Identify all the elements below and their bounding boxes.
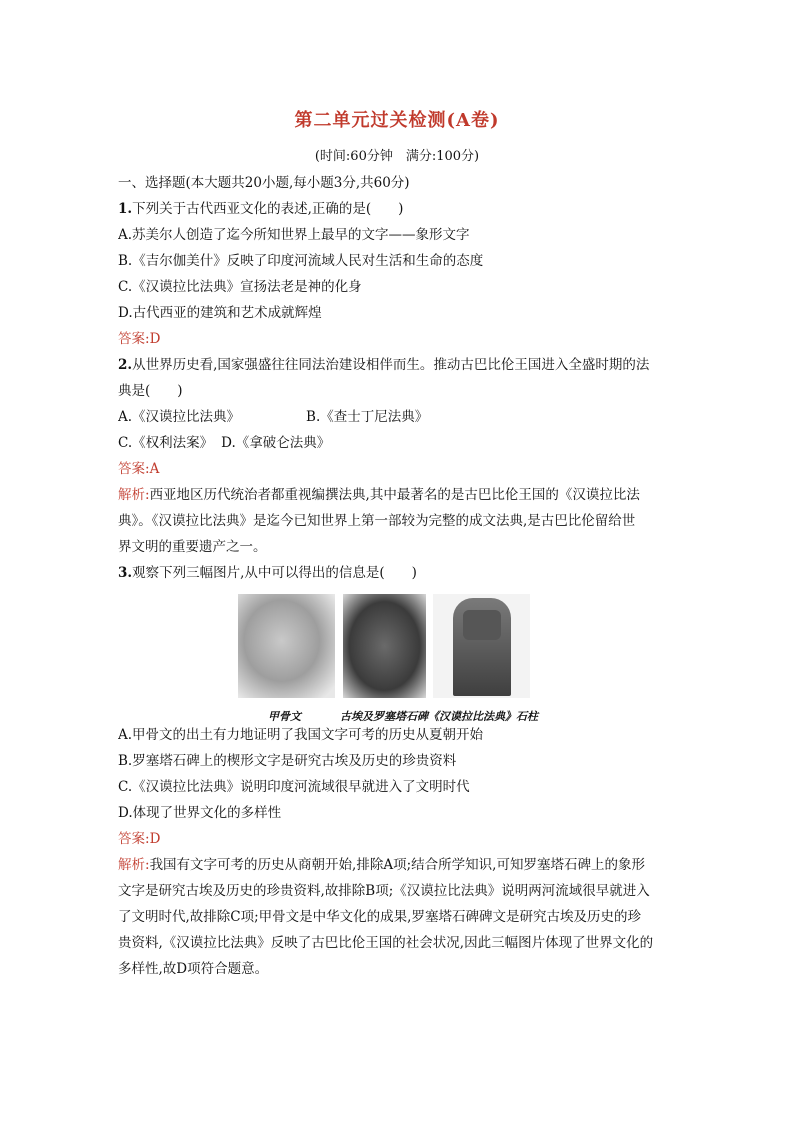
answer-value: D <box>149 331 161 347</box>
question-3-stem <box>118 560 678 586</box>
option-a: A.《汉谟拉比法典》 <box>118 409 241 425</box>
options-row-2 <box>118 430 678 456</box>
exam-content <box>118 170 678 982</box>
question-text: 观察下列三幅图片,从中可以得出的信息是( ) <box>132 565 417 581</box>
option-b: B.《查士丁尼法典》 <box>306 409 429 425</box>
question-1-stem <box>118 196 678 222</box>
rosetta-stone-image <box>343 594 426 698</box>
question-text: 下列关于古代西亚文化的表述,正确的是( ) <box>132 201 404 217</box>
answer-value: D <box>149 831 161 847</box>
option-a: A.苏美尔人创造了迄今所知世界上最早的文字——象形文字 <box>118 227 470 243</box>
analysis-line <box>118 852 678 878</box>
caption-rosetta-hammurabi: 古埃及罗塞塔石碑《汉谟拉比法典》石柱 <box>340 710 538 723</box>
caption-oracle-bone: 甲骨文 <box>268 710 301 723</box>
page-title: 第二单元过关检测(A卷) <box>294 110 500 131</box>
answer-value: A <box>149 461 160 477</box>
question-3-figure <box>118 590 678 722</box>
hammurabi-stele-image <box>433 594 530 698</box>
stele-relief <box>463 610 501 640</box>
option-b: B.《吉尔伽美什》反映了印度河流域人民对生活和生命的态度 <box>118 253 484 269</box>
question-number: 1. <box>118 201 133 217</box>
analysis-label: 解析: <box>118 857 150 873</box>
section-heading: 一、选择题(本大题共20小题,每小题3分,共60分) <box>118 175 410 191</box>
options-row-1 <box>118 404 678 430</box>
answer-label: 答案: <box>118 831 150 847</box>
question-number: 2. <box>118 357 133 373</box>
option-d: D.《拿破仑法典》 <box>221 435 331 451</box>
exam-time-score: (时间:60分钟 满分:100分) <box>314 149 480 164</box>
question-number: 3. <box>118 565 133 581</box>
option-d: D.体现了世界文化的多样性 <box>118 805 282 821</box>
analysis-line <box>118 482 678 508</box>
analysis-label: 解析: <box>118 487 150 503</box>
analysis-text: 文字是研究古埃及历史的珍贵资料,故排除B项;《汉谟拉比法典》说明两河流域很早就进入 <box>118 883 650 899</box>
oracle-bone-image <box>238 594 335 698</box>
analysis-text: 多样性,故D项符合题意。 <box>118 961 269 977</box>
answer-label: 答案: <box>118 331 150 347</box>
answer-line <box>118 456 678 482</box>
analysis-text: 典》。《汉谟拉比法典》是迄今已知世界上第一部较为完整的成文法典,是古巴比伦留给世 <box>118 513 636 529</box>
analysis-text: 我国有文字可考的历史从商朝开始,排除A项;结合所学知识,可知罗塞塔石碑上的象形 <box>149 857 645 873</box>
answer-label: 答案: <box>118 461 150 477</box>
option-c: C.《权利法案》 <box>118 435 214 451</box>
analysis-text: 贵资料,《汉谟拉比法典》反映了古巴比伦王国的社会状况,因此三幅图片体现了世界文化的 <box>118 935 654 951</box>
answer-line <box>118 326 678 352</box>
answer-line <box>118 826 678 852</box>
analysis-text: 了文明时代,故排除C项;甲骨文是中华文化的成果,罗塞塔石碑碑文是研究古埃及历史的珍 <box>118 909 641 925</box>
question-text: 从世界历史看,国家强盛往往同法治建设相伴而生。推动古巴比伦王国进入全盛时期的法 <box>132 357 650 373</box>
question-text-cont: 典是( ) <box>118 383 183 399</box>
option-a: A.甲骨文的出土有力地证明了我国文字可考的历史从夏朝开始 <box>118 727 484 743</box>
option-d: D.古代西亚的建筑和艺术成就辉煌 <box>118 305 322 321</box>
analysis-text: 西亚地区历代统治者都重视编撰法典,其中最著名的是古巴比伦王国的《汉谟拉比法 <box>149 487 640 503</box>
question-2-stem <box>118 352 678 378</box>
analysis-text: 界文明的重要遗产之一。 <box>118 539 267 555</box>
option-c: C.《汉谟拉比法典》宣扬法老是神的化身 <box>118 279 362 295</box>
option-c: C.《汉谟拉比法典》说明印度河流域很早就进入了文明时代 <box>118 779 470 795</box>
option-b: B.罗塞塔石碑上的楔形文字是研究古埃及历史的珍贵资料 <box>118 753 457 769</box>
